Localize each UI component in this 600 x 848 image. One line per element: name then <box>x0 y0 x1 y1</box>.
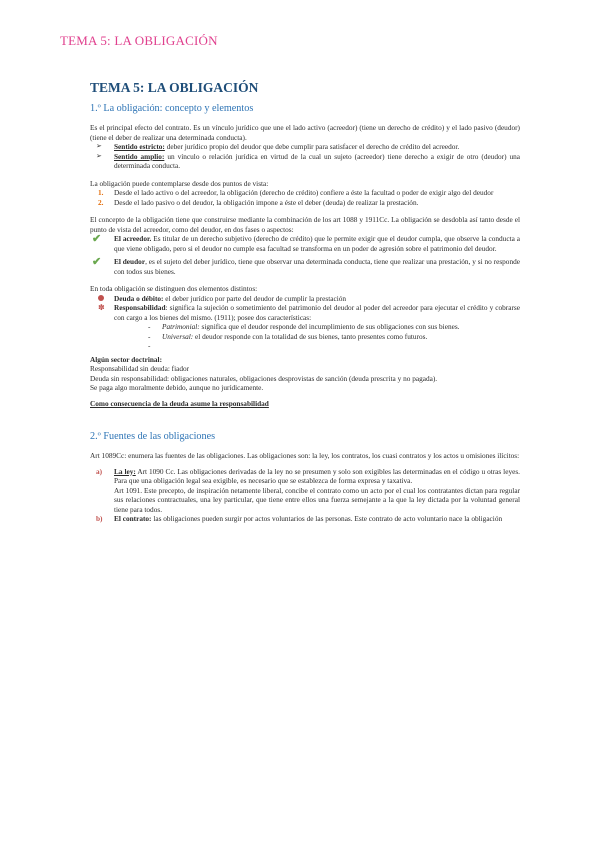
flower-bullet-icon: ✽ <box>98 303 105 312</box>
term-label: Sentido amplio: <box>114 151 165 161</box>
arrow-bullet-icon: ➢ <box>96 151 102 160</box>
list-letter: b) <box>96 514 103 523</box>
list-item <box>90 514 520 524</box>
list-item <box>90 234 520 253</box>
term-text: Es titular de un derecho subjetivo (derecho de crédito) que le permite exigir que el deudor cumpla, que observe la conducta a que viene obligado, pero si el deudor no cumple esa facultad se transforma en un poder de agresión sobre el patrimonio del deudor. <box>114 234 520 253</box>
checkmark-icon: ✔ <box>92 256 102 268</box>
paragraph: Art 1089Cc: enumera las fuentes de las obligaciones. Las obligaciones son: la ley, los contratos, los cuasi contratos y los actos u omisiones ilícitos: <box>90 451 520 460</box>
sector-line: Responsabilidad sin deuda: fiador <box>90 364 190 373</box>
list-item <box>90 332 520 342</box>
term-text: el deber jurídico por parte del deudor de cumplir la prestación <box>163 293 347 303</box>
list-letter: a) <box>96 466 103 476</box>
document-body <box>90 80 520 524</box>
term-label: El deudor <box>114 257 146 266</box>
term-text: Art 1090 Cc. Las obligaciones derivadas de la ley no se presumen y solo son exigibles las determinadas en el código u otras leyes. Para que una obligación legal sea exigible, es necesario que se establezca de forma expresa y taxativa. <box>114 466 521 485</box>
term-label: Sentido estricto: <box>114 142 165 151</box>
sector-title: Algún sector doctrinal: <box>90 354 163 364</box>
term-text: deber jurídico propio del deudor que debe cumplir para satisfacer el derecho de crédito del acreedor. <box>164 142 460 151</box>
term-text: : significa la sujeción o sometimiento del patrimonio del deudor al poder del acreedor para ejecutar el crédito y cobrarse con cargo a los bienes del mismo. (1911); posee dos características: <box>114 303 520 322</box>
paragraph: En toda obligación se distinguen dos elementos distintos: <box>90 284 258 293</box>
list-item <box>90 303 520 322</box>
sector-line: Se paga algo moralmente debido, aunque no jurídicamente. <box>90 383 264 392</box>
header-title: TEMA 5: LA OBLIGACIÓN <box>60 33 218 48</box>
list-item <box>90 188 520 198</box>
term-text: , es el sujeto del deber jurídico, tiene que observar una determinada conducta, tiene que realizar una prestación, y si no responde con todos sus bienes. <box>114 257 520 276</box>
list-item <box>90 142 520 152</box>
list-item <box>90 152 520 171</box>
term-label: Responsabilidad <box>114 303 166 312</box>
list-text: Desde el lado activo o del acreedor, la obligación (derecho de crédito) confiere a éste la facultad o poder de exigir algo del deudor <box>114 188 494 197</box>
list-item <box>90 257 520 276</box>
section-1-heading: 1.º La obligación: concepto y elementos <box>90 103 254 114</box>
term-text: el deudor responde con la totalidad de sus bienes, tanto presentes como futuros. <box>193 331 428 341</box>
term-text: significa que el deudor responde del incumplimiento de sus obligaciones con sus bienes. <box>199 322 460 331</box>
term-label: Deuda o débito: <box>114 293 164 303</box>
term-label: El acreedor. <box>114 234 152 243</box>
term-label: Universal: <box>162 331 194 341</box>
sector-line: Deuda sin responsabilidad: obligaciones naturales, obligaciones desprovistas de sanción (deuda prescrita y no pagada). <box>90 373 438 383</box>
paragraph: El concepto de la obligación tiene que construirse mediante la combinación de los art 1088 y 1911Cc. La obligación se desdobla así tanto desde el punto de vista del acreedor, como del deudor, en dos fases o aspectos: <box>90 215 520 234</box>
list-item <box>90 341 520 351</box>
dash-bullet: - <box>148 322 151 331</box>
consequence-line: Como consecuencia de la deuda asume la responsabilidad <box>90 398 269 408</box>
arrow-bullet-icon: ➢ <box>96 142 102 150</box>
list-item <box>90 198 520 208</box>
list-text: Desde el lado pasivo o del deudor, la obligación impone a éste el deber (deuda) de realizar la prestación. <box>114 197 419 207</box>
term-label: La ley: <box>114 466 136 476</box>
dash-bullet: - <box>148 341 151 350</box>
page-title: TEMA 5: LA OBLIGACIÓN <box>90 80 259 95</box>
term-text: las obligaciones pueden surgir por actos voluntarios de las personas. Este contrato de acto voluntario nace la obligación <box>151 514 503 523</box>
list-item <box>90 322 520 332</box>
term-extra: Art 1091. Este precepto, de inspiración netamente liberal, concibe el contrato como un acto por el cual los contratantes dictan para regular sus relaciones contractuales, una ley particular, que tiene entre ellos una fuerza semejante a la que la ley dictada por la voluntad general tiene para todos. <box>114 485 520 514</box>
list-number: 2. <box>98 197 104 207</box>
intro-paragraph: Es el principal efecto del contrato. Es un vínculo jurídico que une el lado activo (acreedor) (tiene un derecho de crédito) y el lado pasivo (deudor) (tiene el deber de realizar una determinada conducta). <box>90 123 520 142</box>
list-number: 1. <box>98 188 104 197</box>
checkmark-icon: ✔ <box>92 233 102 245</box>
term-text: un vínculo o relación jurídica en virtud de la cual un sujeto (acreedor) tiene derecho a exigir de otro (deudor) una determinada conducta. <box>114 151 521 170</box>
paragraph: La obligación puede contemplarse desde dos puntos de vista: <box>90 178 269 188</box>
list-item <box>90 294 520 304</box>
term-label: Patrimonial: <box>162 322 200 331</box>
section-2-heading: 2.º Fuentes de las obligaciones <box>90 431 216 442</box>
dash-bullet: - <box>148 331 151 341</box>
circle-bullet-icon <box>98 295 104 301</box>
term-label: El contrato: <box>114 514 152 523</box>
list-item <box>90 467 520 515</box>
